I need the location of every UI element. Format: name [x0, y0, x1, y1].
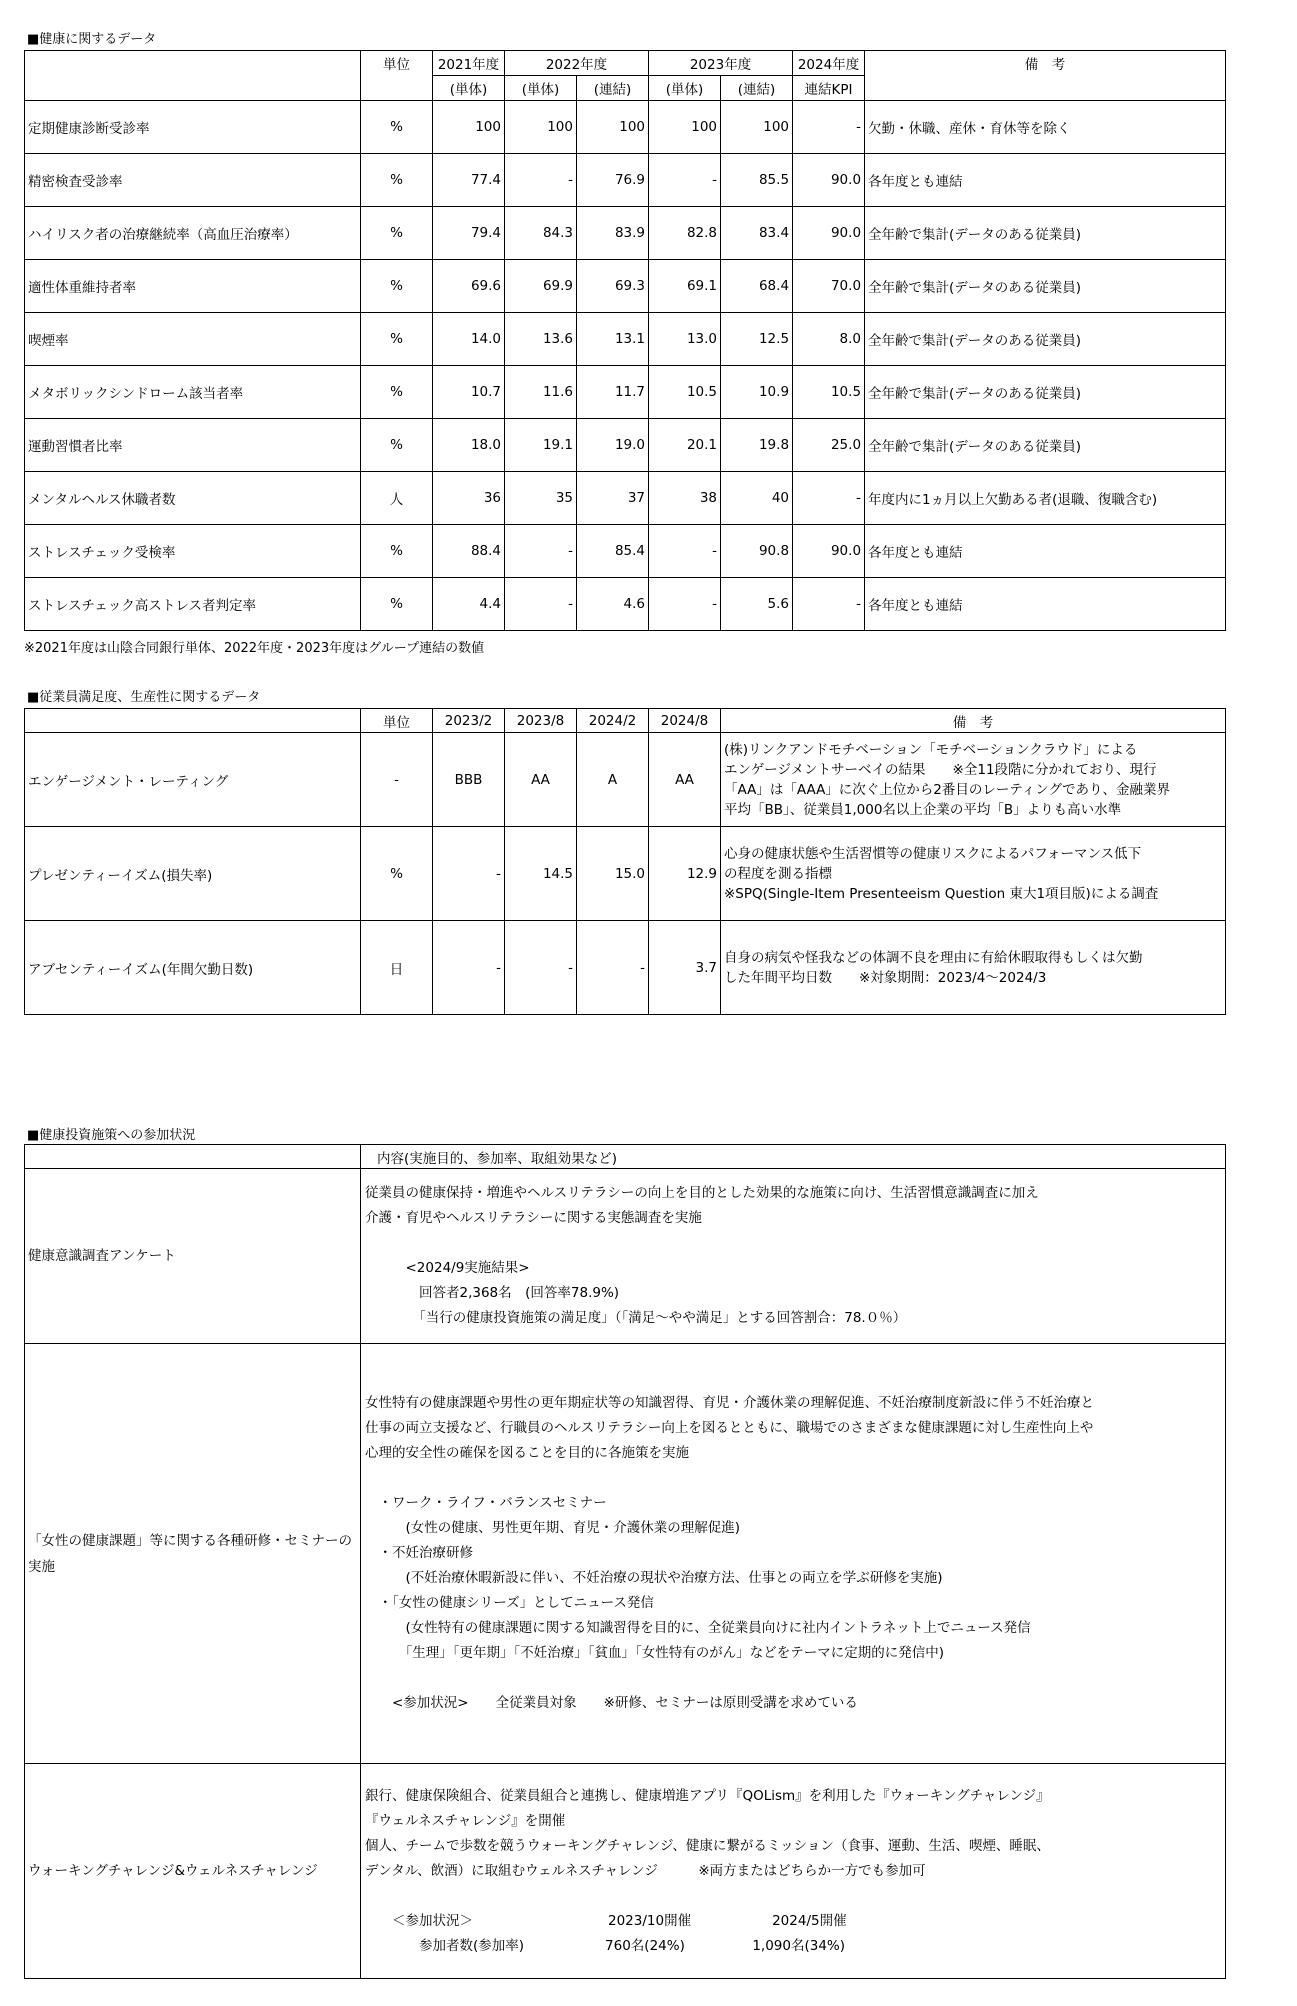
value-cell: 88.4: [433, 525, 505, 578]
row-label: メンタルヘルス休職者数: [25, 472, 361, 525]
value-cell: 10.9: [721, 366, 793, 419]
year-2023-header: 2023年度: [649, 51, 793, 76]
value-cell: 68.4: [721, 260, 793, 313]
remark-line: ※SPQ(Single-Item Presenteeism Question 東大1項目版)による調査: [724, 885, 1159, 902]
remark-cell: 全年齢で集計(データのある従業員): [865, 260, 1226, 313]
value-cell: 10.5: [649, 366, 721, 419]
value-cell: 83.9: [577, 207, 649, 260]
value-cell: 12.5: [721, 313, 793, 366]
remark-line: 自身の病気や怪我などの体調不良を理由に有給休暇取得もしくは欠勤: [724, 949, 1143, 966]
value-cell: 4.4: [433, 578, 505, 631]
value-cell: -: [505, 921, 577, 1015]
blank-header-cell: [25, 51, 361, 76]
remark-cell: 各年度とも連結: [865, 154, 1226, 207]
remark-line: エンゲージメントサーベイの結果 ※全11段階に分かれており、現行: [724, 761, 1157, 778]
table-row: [25, 1169, 1226, 1344]
period-header: 2024/8: [649, 709, 721, 733]
remarks-header: 備 考: [721, 709, 1226, 733]
value-cell: 79.4: [433, 207, 505, 260]
value-cell: 11.7: [577, 366, 649, 419]
remark-cell: 欠勤・休職、産休・育休等を除く: [865, 101, 1226, 154]
table-row: [25, 207, 1226, 260]
value-cell: 25.0: [793, 419, 865, 472]
unit-cell: %: [361, 260, 433, 313]
unit-cell: %: [361, 154, 433, 207]
year-2024-header: 2024年度: [793, 51, 865, 76]
program-name: 「女性の健康課題」等に関する各種研修・セミナーの実施: [25, 1344, 361, 1764]
unit-header: 単位: [361, 51, 433, 76]
sub-header-2024-kpi: 連結KPI: [793, 76, 865, 101]
value-cell: -: [505, 578, 577, 631]
program-content: 従業員の健康保持・増進やヘルスリテラシーの向上を目的とした効果的な施策に向け、生活習慣意識調査に加え 介護・育児やヘルスリテラシーに関する実態調査を実施 <2024/9実施結果> 回答者2,368名 (回答率78.9%) 「当行の健康投資施策の満足度」（「満足～やや満足」とする回答割合：78.０％）: [361, 1169, 1226, 1344]
value-cell: 13.1: [577, 313, 649, 366]
value-cell: -: [505, 525, 577, 578]
unit-header: 単位: [361, 709, 433, 733]
programs-table: [24, 1144, 1226, 1979]
remark-line: の程度を測る指標: [724, 865, 832, 882]
value-cell: 85.5: [721, 154, 793, 207]
unit-cell: %: [361, 525, 433, 578]
sub-header-2022-consolidated: (連結): [577, 76, 649, 101]
sub-header-2021: (単体): [433, 76, 505, 101]
value-cell: 40: [721, 472, 793, 525]
value-cell: 20.1: [649, 419, 721, 472]
value-cell: 37: [577, 472, 649, 525]
unit-cell: %: [361, 578, 433, 631]
value-cell: -: [505, 154, 577, 207]
unit-cell: %: [361, 313, 433, 366]
remark-cell: 各年度とも連結: [865, 578, 1226, 631]
value-cell: AA: [505, 733, 577, 827]
value-cell: 70.0: [793, 260, 865, 313]
value-cell: 5.6: [721, 578, 793, 631]
remark-cell: 全年齢で集計(データのある従業員): [865, 366, 1226, 419]
remark-line: した年間平均日数 ※対象期間：2023/4〜2024/3: [724, 969, 1047, 986]
table-row: [25, 1344, 1226, 1764]
value-cell: 19.0: [577, 419, 649, 472]
value-cell: 69.3: [577, 260, 649, 313]
row-label: 喫煙率: [25, 313, 361, 366]
remark-line: (株)リンクアンドモチベーション「モチベーションクラウド」による: [724, 741, 1138, 758]
value-cell: 69.1: [649, 260, 721, 313]
sub-header-2023-single: (単体): [649, 76, 721, 101]
row-label: メタボリックシンドローム該当者率: [25, 366, 361, 419]
table-row: [25, 733, 1226, 827]
unit-cell: %: [361, 419, 433, 472]
programs-section-title: ■健康投資施策への参加状況: [27, 1128, 196, 1143]
unit-cell: 人: [361, 472, 433, 525]
value-cell: 13.0: [649, 313, 721, 366]
value-cell: 35: [505, 472, 577, 525]
sub-header-2022-single: (単体): [505, 76, 577, 101]
value-cell: 12.9: [649, 827, 721, 921]
table-row: [25, 366, 1226, 419]
value-cell: -: [649, 578, 721, 631]
remark-cell: [721, 733, 1226, 827]
programs-content-header: 内容(実施目的、参加率、取組効果など): [361, 1145, 1226, 1169]
remark-cell: 全年齢で集計(データのある従業員): [865, 419, 1226, 472]
table-row: [25, 472, 1226, 525]
value-cell: 69.6: [433, 260, 505, 313]
value-cell: 8.0: [793, 313, 865, 366]
remark-cell: 全年齢で集計(データのある従業員): [865, 313, 1226, 366]
value-cell: AA: [649, 733, 721, 827]
row-label: 精密検査受診率: [25, 154, 361, 207]
value-cell: 100: [577, 101, 649, 154]
health-footnote: ※2021年度は山陰合同銀行単体、2022年度・2023年度はグループ連結の数値: [24, 641, 485, 656]
table-row: [25, 578, 1226, 631]
table-row: [25, 260, 1226, 313]
program-content: 女性特有の健康課題や男性の更年期症状等の知識習得、育児・介護休業の理解促進、不妊治療制度新設に伴う不妊治療と 仕事の両立支援など、行職員のヘルスリテラシー向上を図るとともに、職場でのさまざまな健康課題に対し生産性向上や 心理的安全性の確保を図ることを目的に各施策を実施 ・ワーク・ライフ・バランスセミナー (女性の健康、男性更年期、育児・介護休業の理解促進) ・不妊治療研修 (不妊治療休暇新設に伴い、不妊治療の現状や治療方法、仕事との両立を学ぶ研修を実施) ・「女性の健康シリーズ」としてニュース発信 (女性特有の健康課題に関する知識習得を目的に、全従業員向けに社内イントラネット上でニュース発信 「生理」「更年期」「不妊治療」「貧血」「女性特有のがん」などをテーマに定期的に発信中) <参加状況> 全従業員対象 ※研修、セミナーは原則受講を求めている: [361, 1344, 1226, 1764]
value-cell: 100: [505, 101, 577, 154]
value-cell: 83.4: [721, 207, 793, 260]
satisfaction-section-title: ■従業員満足度、生産性に関するデータ: [27, 690, 261, 705]
value-cell: 4.6: [577, 578, 649, 631]
sub-header-2023-consolidated: (連結): [721, 76, 793, 101]
value-cell: -: [577, 921, 649, 1015]
value-cell: 19.8: [721, 419, 793, 472]
value-cell: -: [793, 101, 865, 154]
remark-line: 平均「BB」、従業員1,000名以上企業の平均「B」よりも高い水準: [724, 801, 1122, 818]
program-name: 健康意識調査アンケート: [25, 1169, 361, 1344]
value-cell: 15.0: [577, 827, 649, 921]
value-cell: -: [433, 827, 505, 921]
satisfaction-table: [24, 708, 1226, 1015]
remark-line: 心身の健康状態や生活習慣等の健康リスクによるパフォーマンス低下: [724, 845, 1142, 862]
value-cell: 18.0: [433, 419, 505, 472]
table-row: [25, 154, 1226, 207]
unit-cell: 日: [361, 921, 433, 1015]
remarks-header: 備 考: [865, 51, 1226, 76]
value-cell: 14.5: [505, 827, 577, 921]
year-2022-header: 2022年度: [505, 51, 649, 76]
value-cell: 90.0: [793, 207, 865, 260]
remark-cell: 年度内に1ヵ月以上欠勤ある者(退職、復職含む): [865, 472, 1226, 525]
remark-line: 「AA」は「AAA」に次ぐ上位から2番目のレーティングであり、金融業界: [724, 781, 1171, 798]
table-row: [25, 101, 1226, 154]
remark-cell: 各年度とも連結: [865, 525, 1226, 578]
row-label: 適性体重維持者率: [25, 260, 361, 313]
value-cell: -: [433, 921, 505, 1015]
health-data-table: [24, 50, 1226, 631]
period-header: 2024/2: [577, 709, 649, 733]
value-cell: 14.0: [433, 313, 505, 366]
value-cell: 100: [433, 101, 505, 154]
row-label: 定期健康診断受診率: [25, 101, 361, 154]
table-row: [25, 419, 1226, 472]
value-cell: 19.1: [505, 419, 577, 472]
value-cell: 100: [721, 101, 793, 154]
unit-cell: %: [361, 101, 433, 154]
value-cell: -: [649, 154, 721, 207]
unit-cell: -: [361, 733, 433, 827]
value-cell: 84.3: [505, 207, 577, 260]
remark-cell: 全年齢で集計(データのある従業員): [865, 207, 1226, 260]
row-label: エンゲージメント・レーティング: [25, 733, 361, 827]
row-label: ストレスチェック受検率: [25, 525, 361, 578]
value-cell: 82.8: [649, 207, 721, 260]
period-header: 2023/2: [433, 709, 505, 733]
value-cell: -: [793, 578, 865, 631]
table-row: [25, 827, 1226, 921]
value-cell: 85.4: [577, 525, 649, 578]
table-row: [25, 313, 1226, 366]
value-cell: A: [577, 733, 649, 827]
value-cell: 90.0: [793, 154, 865, 207]
program-content: 銀行、健康保険組合、従業員組合と連携し、健康増進アプリ『QOLism』を利用した『ウォーキングチャレンジ』 『ウェルネスチャレンジ』を開催 個人、チームで歩数を競うウォーキングチャレンジ、健康に繋がるミッション（食事、運動、生活、喫煙、睡眠、 デンタル、飲酒）に取組むウェルネスチャレンジ ※両方またはどちらか一方でも参加可 ＜参加状況＞ 2023/10開催 2024/5開催 参加者数(参加率) 760名(24%) 1,090名(34%): [361, 1764, 1226, 1979]
row-label: 運動習慣者比率: [25, 419, 361, 472]
row-label: ハイリスク者の治療継続率（高血圧治療率）: [25, 207, 361, 260]
value-cell: 100: [649, 101, 721, 154]
program-name: ウォーキングチャレンジ&ウェルネスチャレンジ: [25, 1764, 361, 1979]
health-section-title: ■健康に関するデータ: [27, 32, 157, 47]
row-label: アブセンティーイズム(年間欠勤日数): [25, 921, 361, 1015]
value-cell: 76.9: [577, 154, 649, 207]
value-cell: 11.6: [505, 366, 577, 419]
value-cell: 36: [433, 472, 505, 525]
remark-cell: [721, 827, 1226, 921]
value-cell: 69.9: [505, 260, 577, 313]
value-cell: 77.4: [433, 154, 505, 207]
year-2021-header: 2021年度: [433, 51, 505, 76]
value-cell: 10.7: [433, 366, 505, 419]
table-row: [25, 1764, 1226, 1979]
table-row: [25, 525, 1226, 578]
value-cell: 38: [649, 472, 721, 525]
value-cell: 13.6: [505, 313, 577, 366]
unit-cell: %: [361, 366, 433, 419]
unit-cell: %: [361, 207, 433, 260]
value-cell: BBB: [433, 733, 505, 827]
remark-cell: [721, 921, 1226, 1015]
row-label: プレゼンティーイズム(損失率): [25, 827, 361, 921]
value-cell: 3.7: [649, 921, 721, 1015]
row-label: ストレスチェック高ストレス者判定率: [25, 578, 361, 631]
value-cell: 10.5: [793, 366, 865, 419]
value-cell: -: [793, 472, 865, 525]
period-header: 2023/8: [505, 709, 577, 733]
value-cell: -: [649, 525, 721, 578]
table-row: [25, 921, 1226, 1015]
value-cell: 90.0: [793, 525, 865, 578]
value-cell: 90.8: [721, 525, 793, 578]
unit-cell: %: [361, 827, 433, 921]
